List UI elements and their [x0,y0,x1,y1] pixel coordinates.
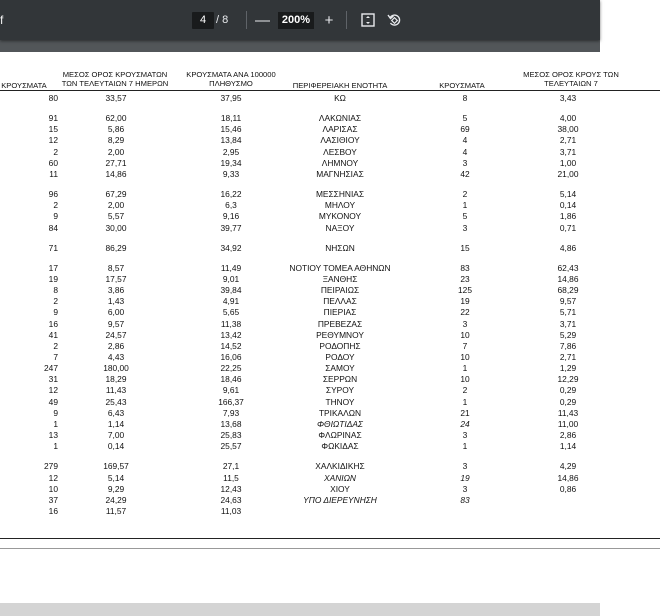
cell-unit: ΛΑΚΩΝΙΑΣ [318,113,362,124]
cell-left-cases: 60 [48,157,58,168]
cell-avg7: 33,57 [105,93,127,103]
cell-left-cases: 1 [53,441,58,452]
cell-cases: 2 [462,385,468,396]
cell-avg7-right: 1,00 [559,157,577,168]
cell-unit: ΦΩΚΙΔΑΣ [321,441,359,452]
cell-unit: ΦΘΙΩΤΙΔΑΣ [317,418,363,429]
cell-avg7-right: 4,86 [559,242,577,253]
cell-left-cases: 37 [48,494,58,505]
cell-avg7-right: 9,57 [559,296,577,307]
cell-per100k: 6,3 [225,200,237,211]
cell-per100k: 9,61 [222,385,240,396]
cell-cases: 69 [460,124,470,135]
cell-per100k: 14,52 [220,340,242,351]
cell-avg7: 11,43 [105,385,127,396]
cell-left-cases: 2 [53,296,58,307]
cell-unit: ΝΑΞΟΥ [325,222,355,233]
cell-per100k: 11,49 [220,262,242,273]
cell-avg7: 5,57 [107,211,125,222]
cell-avg7: 6,43 [107,407,125,418]
cell-avg7: 17,57 [105,273,127,284]
cell-avg7: 4,43 [107,352,125,362]
zoom-out-button[interactable]: — [255,12,270,29]
cell-avg7-right: 5,14 [559,189,577,200]
cell-left-cases: 2 [53,200,58,211]
cell-per100k: 11,5 [223,472,239,483]
cell-avg7: 24,29 [105,494,127,505]
cell-avg7-right: 2,71 [559,135,577,146]
pdf-toolbar [0,0,600,40]
cell-avg7-right: 5,29 [559,329,577,340]
document-title: f [0,13,4,27]
cell-avg7: 7,00 [107,430,125,441]
cell-cases: 3 [462,157,468,168]
cell-left-cases: 96 [48,189,58,200]
cell-left-cases: 12 [48,472,58,483]
next-page-edge [0,603,600,616]
cell-per100k: 13,84 [220,135,242,146]
cell-avg7: 67,29 [105,189,127,200]
cell-per100k: 13,42 [220,329,242,340]
cell-per100k: 12,43 [220,483,242,494]
header-cases: ΚΡΟΥΣΜΑΤΑ [439,81,485,90]
cell-avg7-right: 3,71 [559,146,577,157]
cell-cases: 5 [462,113,468,124]
cell-left-cases: 17 [48,262,58,273]
cell-unit: ΜΥΚΟΝΟΥ [318,211,362,222]
cell-cases: 1 [462,200,468,211]
cell-avg7: 0,14 [107,441,125,452]
cell-avg7: 169,57 [103,461,129,472]
cell-avg7: 8,57 [107,262,125,273]
pdf-viewer[interactable] [0,40,619,576]
toolbar-divider [346,11,347,29]
cell-left-cases: 15 [48,124,58,135]
cell-unit: ΠΡΕΒΕΖΑΣ [317,318,363,329]
cell-cases: 3 [462,430,468,441]
cell-avg7: 2,86 [107,340,125,351]
cell-cases: 8 [462,93,468,103]
cell-per100k: 16,06 [220,352,242,362]
cell-left-cases: 9 [53,211,58,222]
cell-unit: ΣΑΜΟΥ [325,363,355,374]
cell-cases: 5 [462,211,468,222]
cell-cases: 24 [460,418,470,429]
toolbar-divider [246,11,247,29]
cell-cases: 1 [462,441,468,452]
cell-unit: ΜΕΣΣΗΝΙΑΣ [315,189,365,200]
cell-unit: ΛΑΡΙΣΑΣ [322,124,358,135]
cell-avg7: 1,14 [107,418,125,429]
cell-unit: ΡΟΔΟΠΗΣ [319,340,361,351]
cell-unit: ΜΗΛΟΥ [324,200,356,211]
cell-left-cases: 11 [49,168,58,179]
cell-cases: 3 [462,318,468,329]
cell-per100k: 34,92 [220,242,242,253]
cell-unit: ΡΕΘΥΜΝΟΥ [316,329,364,340]
cell-cases: 125 [458,285,472,296]
cell-unit: ΠΙΕΡΙΑΣ [323,307,357,318]
cell-unit: ΤΡΙΚΑΛΩΝ [318,407,362,418]
cell-avg7-right: 7,86 [559,340,577,351]
cell-avg7-right: 4,29 [559,461,577,472]
cell-per100k: 2,95 [222,146,240,157]
cell-unit: ΧΙΟΥ [330,483,350,494]
cell-per100k: 16,22 [220,189,242,200]
cell-avg7-right: 3,43 [559,93,577,103]
header-rule [0,90,660,91]
cell-avg7-right: 0,86 [559,483,577,494]
cell-unit: ΠΕΛΛΑΣ [323,296,357,307]
cell-cases: 83 [460,494,470,505]
fit-page-icon [361,13,375,27]
cell-cases: 23 [460,273,470,284]
cell-cases: 19 [460,296,470,307]
cell-avg7-right: 21,00 [557,168,579,179]
cell-avg7-right: 62,43 [557,262,579,273]
cell-avg7-right: 0,29 [559,385,577,396]
cell-cases: 21 [460,407,470,418]
cell-cases: 4 [462,146,468,157]
header-avg7: ΜΕΣΟΣ ΟΡΟΣ ΚΡΟΥΣΜΑΤΩΝ ΤΩΝ ΤΕΛΕΥΤΑΙΩΝ 7 ΗΜΕΡΩΝ [61,70,169,88]
cell-left-cases: 2 [53,340,58,351]
header-unit: ΠΕΡΙΦΕΡΕΙΑΚΗ ΕΝΟΤΗΤΑ [292,81,388,90]
cell-unit: ΣΕΡΡΩΝ [322,374,358,385]
cell-per100k: 18,46 [220,374,242,385]
cell-avg7-right: 2,86 [559,430,577,441]
cell-per100k: 9,01 [222,273,240,284]
cell-avg7-right: 38,00 [557,124,579,135]
cell-avg7-right: 11,43 [557,407,579,418]
cell-unit: ΝΟΤΙΟΥ ΤΟΜΕΑ ΑΘΗΝΩΝ [289,262,391,273]
cell-cases: 42 [460,168,470,179]
fit-page-button[interactable] [360,11,376,30]
cell-cases: 10 [460,329,470,340]
cell-avg7-right: 12,29 [557,374,579,385]
cell-unit: ΧΑΝΙΩΝ [324,472,356,483]
cell-left-cases: 12 [48,385,58,396]
cell-avg7: 2,00 [107,200,125,211]
cell-cases: 15 [460,242,470,253]
cell-avg7: 9,29 [107,483,125,494]
cell-cases: 10 [460,374,470,385]
cell-left-cases: 16 [48,318,58,329]
cell-avg7-right: 4,00 [559,113,577,124]
zoom-in-button[interactable]: + [324,12,334,29]
cell-unit: ΧΑΛΚΙΔΙΚΗΣ [315,461,365,472]
cell-unit: ΛΕΣΒΟΥ [323,146,357,157]
cell-avg7-right: 5,71 [559,307,577,318]
cell-avg7-right: 14,86 [557,472,579,483]
cell-avg7: 27,71 [105,157,127,168]
cell-per100k: 11,38 [220,318,242,329]
cell-per100k: 4,91 [222,296,240,307]
cell-avg7: 3,86 [107,285,125,296]
cell-unit: ΚΩ [334,93,346,103]
cell-avg7-right: 11,00 [557,418,579,429]
header-per100k: ΚΡΟΥΣΜΑΤΑ ΑΝΑ 100000 ΠΛΗΘΥΣΜΟ [186,70,276,88]
cell-cases: 3 [462,222,468,233]
cell-per100k: 9,33 [222,168,240,179]
cell-left-cases: 84 [48,222,58,233]
cell-avg7-right: 0,29 [559,396,577,407]
rotate-button[interactable] [386,11,402,30]
cell-cases: 1 [462,363,468,374]
cell-left-cases: 19 [48,273,58,284]
cell-left-cases: 31 [48,374,58,385]
page-rule [0,548,660,549]
cell-unit: ΦΛΩΡΙΝΑΣ [318,430,362,441]
cell-avg7-right: 1,86 [559,211,577,222]
cell-avg7-right: 1,29 [559,363,577,374]
cell-avg7: 11,57 [105,505,127,516]
cell-left-cases: 10 [48,483,58,494]
cell-cases: 7 [462,340,468,351]
cell-avg7: 86,29 [105,242,127,253]
cell-left-cases: 1 [53,418,58,429]
cell-unit: ΜΑΓΝΗΣΙΑΣ [316,168,364,179]
page-number-input[interactable]: 4 [192,12,214,29]
cell-per100k: 37,95 [220,93,242,103]
cell-per100k: 9,16 [222,211,240,222]
table-bottom-rule [0,538,660,539]
cell-cases: 1 [462,396,468,407]
cell-per100k: 166,37 [218,396,244,407]
cell-unit: ΣΥΡΟΥ [325,385,355,396]
cell-left-cases: 13 [48,430,58,441]
cell-per100k: 19,34 [220,157,242,168]
cell-avg7: 9,57 [107,318,125,329]
cell-cases: 2 [462,189,468,200]
cell-avg7-right: 68,29 [557,285,579,296]
cell-left-cases: 80 [48,93,58,103]
cell-unit: ΤΗΝΟΥ [325,396,355,407]
cell-left-cases: 247 [44,363,58,374]
cell-left-cases: 9 [53,407,58,418]
header-left-cases: ΚΡΟΥΣΜΑΤΑ [1,81,47,90]
pdf-page [0,52,660,590]
cell-per100k: 13,68 [220,418,242,429]
cell-unit: ΡΟΔΟΥ [325,352,355,362]
cell-per100k: 39,77 [220,222,242,233]
cell-per100k: 7,93 [222,407,240,418]
cell-avg7-right: 3,71 [559,318,577,329]
cell-avg7-right: 0,14 [559,200,577,211]
cell-avg7: 180,00 [103,363,129,374]
page-total: / 8 [216,14,229,26]
cell-avg7: 1,43 [107,296,125,307]
cell-avg7: 18,29 [105,374,127,385]
cell-avg7: 5,14 [107,472,125,483]
cell-avg7: 2,00 [107,146,125,157]
cell-per100k: 27,1 [222,461,240,472]
cell-left-cases: 9 [53,307,58,318]
cell-avg7-right: 1,14 [559,441,577,452]
cell-per100k: 11,03 [220,505,242,516]
cell-per100k: 24,63 [220,494,242,505]
cell-cases: 83 [460,262,470,273]
cell-cases: 22 [460,307,470,318]
cell-per100k: 5,65 [222,307,240,318]
cell-left-cases: 12 [48,135,58,146]
cell-cases: 10 [460,352,470,362]
cell-unit: ΝΗΣΩΝ [325,242,355,253]
cell-unit: ΛΗΜΝΟΥ [321,157,359,168]
cell-per100k: 25,57 [220,441,242,452]
cell-avg7: 30,00 [105,222,127,233]
header-avg7-right: ΜΕΣΟΣ ΟΡΟΣ ΚΡΟΥΣ ΤΩΝ ΤΕΛΕΥΤΑΙΩΝ 7 [523,70,619,88]
cell-left-cases: 41 [48,329,58,340]
cell-cases: 3 [462,461,468,472]
cell-left-cases: 2 [53,146,58,157]
cell-cases: 4 [462,135,468,146]
cell-left-cases: 91 [48,113,58,124]
cell-left-cases: 8 [53,285,58,296]
cell-avg7: 62,00 [105,113,127,124]
cell-unit: ΛΑΣΙΘΙΟΥ [320,135,360,146]
zoom-level-input[interactable]: 200% [278,12,314,29]
cell-left-cases: 7 [53,352,58,362]
cell-unit: ΞΑΝΘΗΣ [322,273,358,284]
cell-left-cases: 279 [44,461,58,472]
cell-per100k: 39,84 [220,285,242,296]
cell-avg7-right: 2,71 [559,352,577,362]
cell-avg7: 5,86 [107,124,125,135]
rotate-icon [387,13,402,28]
cell-avg7: 14,86 [105,168,127,179]
cell-per100k: 15,46 [220,124,242,135]
cell-left-cases: 71 [48,242,58,253]
cell-cases: 19 [460,472,470,483]
cell-avg7-right: 0,71 [559,222,577,233]
cell-avg7: 24,57 [105,329,127,340]
cell-avg7-right: 14,86 [557,273,579,284]
cell-left-cases: 16 [48,505,58,516]
cell-left-cases: 49 [48,396,58,407]
cell-unit: ΠΕΙΡΑΙΩΣ [320,285,360,296]
cell-avg7: 25,43 [105,396,127,407]
cell-per100k: 25,83 [220,430,242,441]
cell-avg7: 8,29 [107,135,125,146]
cell-cases: 3 [462,483,468,494]
cell-unit: ΥΠΟ ΔΙΕΡΕΥΝΗΣΗ [303,494,377,505]
cell-per100k: 22,25 [220,363,242,374]
cell-per100k: 18,11 [220,113,242,124]
cell-avg7: 6,00 [107,307,125,318]
